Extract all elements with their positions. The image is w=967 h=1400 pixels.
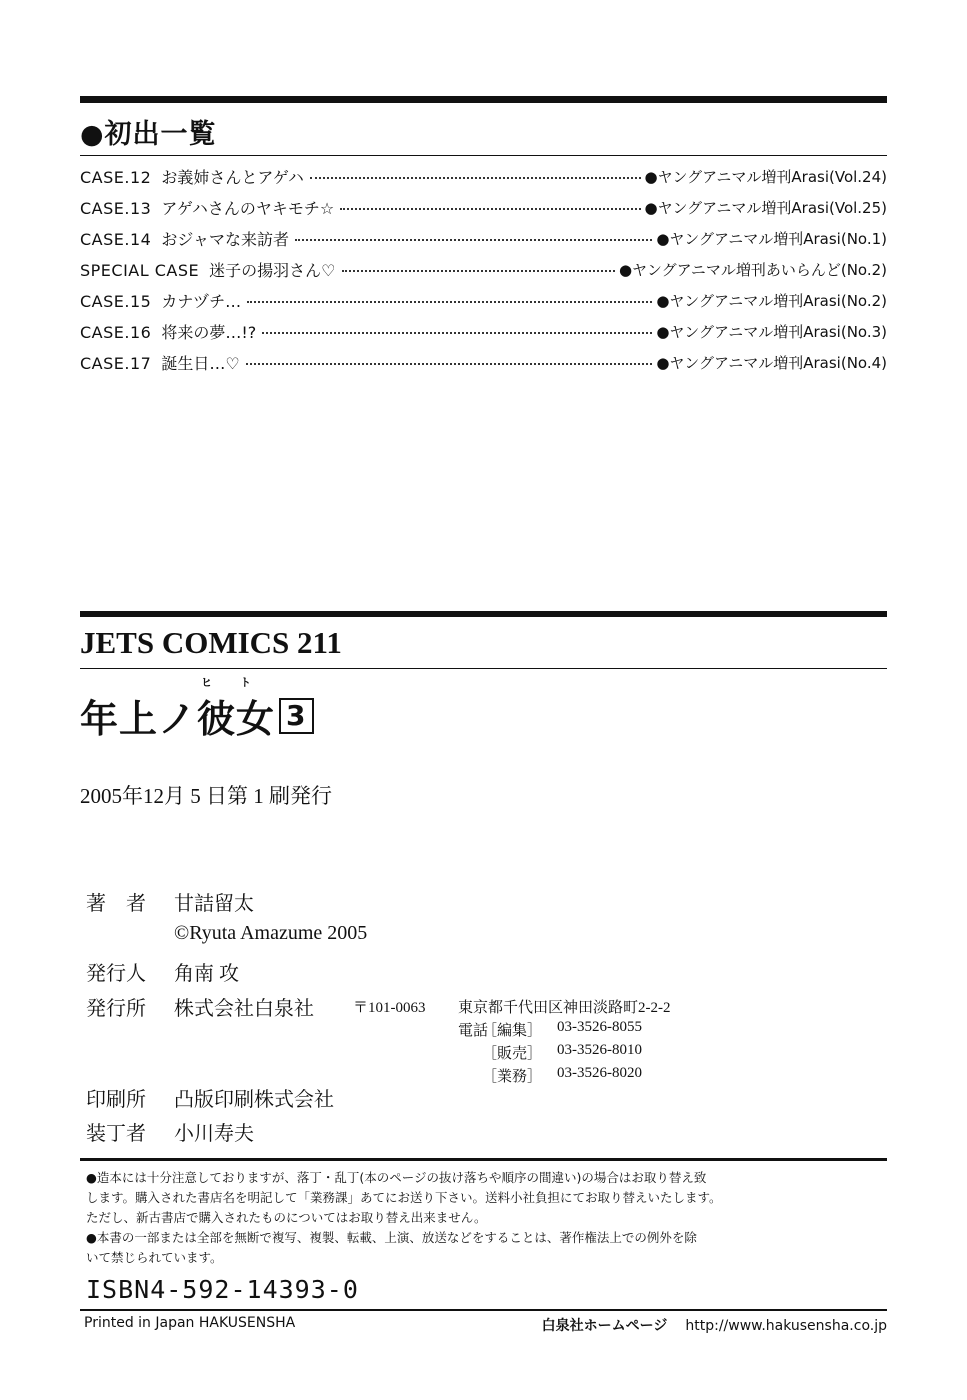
phone-prefix: 電話: [458, 1023, 489, 1039]
toc-title: 迷子の揚羽さん♡: [209, 260, 336, 280]
isbn: ISBN4-592-14393-0: [86, 1275, 359, 1304]
toc-source: ●ヤングアニマル増刊Arasi(Vol.25): [644, 198, 887, 217]
author-label: 著 者: [86, 893, 146, 915]
phone-dept: ［編集］: [482, 1023, 543, 1039]
phone-dept: ［販売］: [482, 1046, 543, 1062]
ruby-2: ト: [240, 676, 252, 689]
toc-case: CASE.16: [80, 322, 152, 342]
publisher-person: 角南 攻: [174, 963, 239, 985]
publication-date: 2005年12月 5 日第 1 刷発行: [80, 784, 332, 808]
designer-label: 装丁者: [86, 1123, 146, 1145]
footer-homepage: [542, 1315, 887, 1335]
heading-underline: [80, 155, 887, 156]
toc-title: お義姉さんとアゲハ: [161, 167, 304, 187]
leader-dots: [310, 177, 641, 179]
book-title-block: [80, 676, 314, 743]
series-underline: [80, 668, 887, 669]
toc-source: ●ヤングアニマル増刊Arasi(No.2): [656, 291, 887, 310]
top-rule: [80, 96, 887, 103]
phone-number: 03-3526-8020: [557, 1065, 642, 1081]
publisher-name: 株式会社白泉社: [174, 998, 314, 1020]
leader-dots: [342, 270, 615, 272]
toc-source: ●ヤングアニマル増刊Arasi(No.3): [656, 322, 887, 341]
toc-title: カナヅチ…: [161, 291, 242, 311]
author-name: 甘詰留太: [174, 893, 254, 915]
series-name: JETS COMICS 211: [80, 625, 342, 660]
address: 東京都千代田区神田淡路町2-2-2: [458, 1000, 671, 1016]
leader-dots: [247, 301, 652, 303]
toc-row: [80, 224, 887, 252]
printer-name: 凸版印刷株式会社: [174, 1089, 334, 1111]
notice-line: いて禁じられています。: [86, 1250, 223, 1265]
volume-number: 3: [279, 698, 313, 734]
toc-title: おジャマな来訪者: [161, 229, 290, 249]
toc-source: ●ヤングアニマル増刊Arasi(Vol.24): [644, 167, 887, 186]
designer-name: 小川寿夫: [174, 1123, 254, 1145]
printed-in: Printed in Japan HAKUSENSHA: [84, 1315, 296, 1331]
printer-label: 印刷所: [86, 1089, 146, 1111]
toc-row: [80, 193, 887, 221]
notice-text: [86, 1168, 896, 1268]
leader-dots: [262, 332, 652, 334]
toc-title: アゲハさんのヤキモチ☆: [161, 198, 335, 218]
toc-row: [80, 317, 887, 345]
toc-row: [80, 286, 887, 314]
phone-number: 03-3526-8010: [557, 1042, 642, 1058]
publisher-person-label: 発行人: [86, 963, 146, 985]
notice-line: します。購入された書店名を明記して「業務課」あてにお送り下さい。送料小社負担にてお取り替えいたします。: [86, 1190, 722, 1205]
leader-dots: [246, 363, 653, 365]
homepage-label: 白泉社ホームページ: [541, 1318, 668, 1334]
toc-case: CASE.15: [80, 291, 152, 311]
notice-line: ●本書の一部または全部を無断で複写、複製、転載、上演、放送などをすることは、著作権法上での例外を除: [86, 1230, 697, 1245]
notice-line: ●造本には十分注意しておりますが、落丁・乱丁(本のページの抜け落ちや順序の間違い)の場合はお取り替え致: [86, 1170, 707, 1185]
toc-case: CASE.12: [80, 167, 152, 187]
colophon-rule: [80, 611, 887, 617]
toc-source: ●ヤングアニマル増刊Arasi(No.4): [656, 353, 887, 372]
toc-source: ●ヤングアニマル増刊Arasi(No.1): [656, 229, 887, 248]
leader-dots: [340, 208, 640, 210]
first-appearance-heading: ●初出一覧: [80, 119, 217, 150]
homepage-url[interactable]: http://www.hakusensha.co.jp: [685, 1318, 887, 1334]
book-title: 年上ノ彼女: [80, 697, 276, 741]
notice-rule: [80, 1158, 887, 1161]
toc-case: CASE.17: [80, 353, 152, 373]
toc-row: [80, 348, 887, 376]
notice-line: ただし、新古書店で購入されたものについてはお取り替え出来ません。: [86, 1210, 487, 1225]
toc-title: 将来の夢…!?: [161, 322, 257, 342]
toc-row: [80, 162, 887, 190]
toc-source: ●ヤングアニマル増刊あいらんど(No.2): [618, 260, 887, 279]
postal-code: 〒101-0063: [353, 1000, 426, 1016]
phone-number: 03-3526-8055: [557, 1019, 642, 1035]
toc-case: CASE.14: [80, 229, 152, 249]
toc-row: [80, 255, 887, 283]
ruby-1: ヒ: [201, 676, 213, 689]
footer-rule: [80, 1309, 887, 1311]
toc-title: 誕生日…♡: [161, 353, 240, 373]
toc-case: SPECIAL CASE: [80, 260, 200, 280]
leader-dots: [295, 239, 652, 241]
phone-dept: ［業務］: [482, 1069, 543, 1085]
copyright: ©Ryuta Amazume 2005: [174, 922, 368, 944]
publisher-label: 発行所: [86, 998, 146, 1020]
toc-case: CASE.13: [80, 198, 152, 218]
